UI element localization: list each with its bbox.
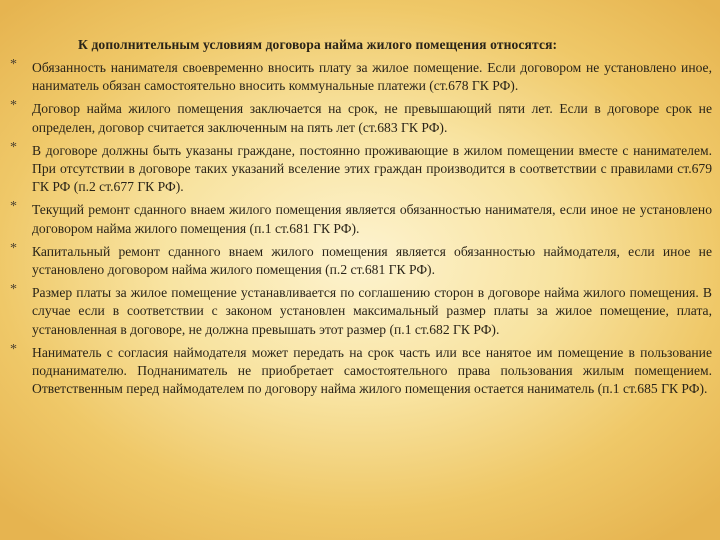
- list-item-text: Текущий ремонт сданного внаем жилого помещения является обязанностью нанимателя, если иное не установлено договором найма жилого помещения (п.1 ст.681 ГК РФ).: [32, 202, 712, 236]
- list-item: [10, 201, 712, 237]
- list-item: [10, 284, 712, 339]
- list-item: [10, 139, 712, 197]
- bullet-asterisk-icon: *: [10, 98, 17, 114]
- bullet-asterisk-icon: *: [10, 341, 17, 357]
- list-item: [10, 240, 712, 279]
- bullet-asterisk-icon: *: [10, 240, 17, 256]
- list-item: [10, 341, 712, 399]
- list-item-text: В договоре должны быть указаны граждане, постоянно проживающие в жилом помещении вместе с нанимателем. При отсутствии в договоре таких указаний вселение этих граждан производится в соответствии с правилами ст.679 ГК РФ (п.2 ст.677 ГК РФ).: [32, 142, 712, 195]
- slide-title: К дополнительным условиям договора найма жилого помещения относятся:: [78, 37, 558, 52]
- condition-list: [10, 59, 712, 398]
- list-item-text: Размер платы за жилое помещение устанавливается по соглашению сторон в договоре найма жилого помещения. В случае если в соответствии с законом установлен максимальный размер платы за жилое помещение, плата, установленная в договоре, не должна превышать этот размер (п.1 ст.682 ГК РФ).: [32, 285, 712, 337]
- list-item: [10, 59, 712, 95]
- list-item-text: Наниматель с согласия наймодателя может передать на срок часть или все нанятое им помещение в пользование поднанимателю. Поднаниматель не приобретает самостоятельного права пользования жилым помещением. Ответственным перед наймодателем по договору найма жилого помещения остается наниматель (п.1 ст.685 ГК РФ).: [32, 344, 712, 397]
- list-item-text: Обязанность нанимателя своевременно вносить плату за жилое помещение. Если договором не установлено иное, наниматель обязан самостоятельно вносить коммунальные платежи (ст.678 ГК РФ).: [32, 60, 712, 94]
- list-item: [10, 100, 712, 136]
- list-item-text: Капитальный ремонт сданного внаем жилого помещения является обязанностью наймодателя, если иное не установлено договором найма жилого помещения (п.2 ст.681 ГК РФ).: [32, 243, 712, 278]
- bullet-asterisk-icon: *: [10, 282, 17, 298]
- bullet-asterisk-icon: *: [10, 199, 17, 215]
- bullet-asterisk-icon: *: [10, 57, 17, 72]
- bullet-asterisk-icon: *: [10, 139, 17, 155]
- list-item-text: Договор найма жилого помещения заключается на срок, не превышающий пяти лет. Если в договоре срок не определен, договор считается заключенным на пять лет (ст.683 ГК РФ).: [32, 101, 712, 135]
